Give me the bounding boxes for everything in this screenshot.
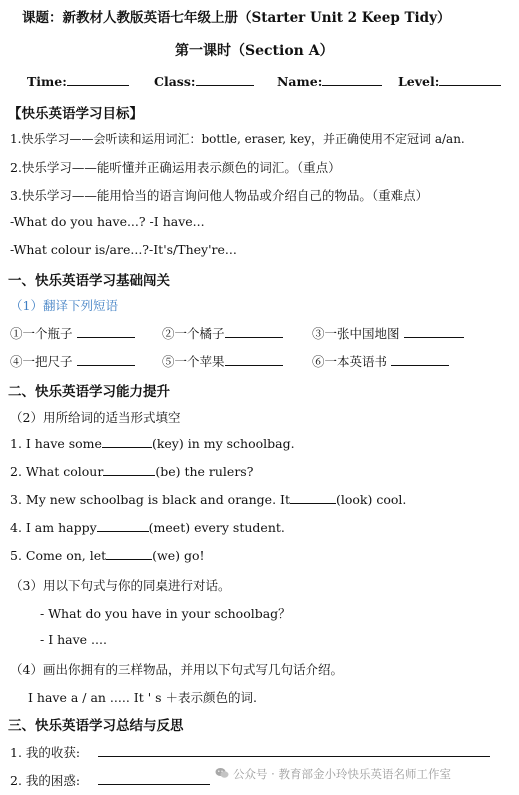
watermark	[215, 766, 451, 782]
name-blank[interactable]	[322, 75, 382, 86]
task2-label: （2）用所给词的适当形式填空	[10, 410, 181, 425]
task3-label: （3）用以下句式与你的同桌进行对话。	[10, 578, 231, 593]
phrase-blank[interactable]	[225, 327, 283, 338]
fill-blank[interactable]	[103, 465, 155, 476]
section1-heading: 一、快乐英语学习基础闯关	[8, 273, 170, 289]
pattern-line: -What colour is/are...?-It's/They're...	[10, 242, 237, 257]
section2-heading: 二、快乐英语学习能力提升	[8, 384, 170, 400]
fill-blank[interactable]	[102, 437, 152, 448]
phrase-blank[interactable]	[77, 327, 135, 338]
goals-heading: 【快乐英语学习目标】	[8, 106, 143, 122]
time-label: Time:	[27, 74, 67, 89]
fill-item: 4. I am happy (meet) every student.	[10, 520, 285, 535]
phrase-item: ④一把尺子	[10, 352, 135, 370]
name-field	[277, 74, 382, 89]
phrase-blank[interactable]	[391, 355, 449, 366]
fill-blank[interactable]	[290, 493, 336, 504]
fill-item: 5. Come on, let (we) go!	[10, 548, 205, 563]
phrase-item: ⑥一本英语书	[312, 352, 449, 370]
reflection-gains-blank[interactable]	[98, 756, 490, 757]
phrase-item: ⑤一个苹果	[162, 352, 283, 370]
wechat-icon	[215, 767, 229, 779]
name-label: Name:	[277, 74, 323, 89]
fill-item: 1. I have some (key) in my schoolbag.	[10, 436, 295, 451]
time-blank[interactable]	[67, 75, 129, 86]
reflection-confusion-label: 2. 我的困惑:	[10, 773, 81, 788]
phrase-blank[interactable]	[77, 355, 135, 366]
fill-blank[interactable]	[97, 521, 149, 532]
fill-item: 2. What colour (be) the rulers?	[10, 464, 254, 479]
time-field	[27, 74, 129, 89]
reflection-confusion-blank[interactable]	[98, 784, 210, 785]
class-field	[154, 74, 254, 89]
goal-item: 3.快乐学习——能用恰当的语言询问他人物品或介绍自己的物品。（重难点）	[10, 188, 429, 203]
sentence-pattern: I have a / an ..... It ' s ＋表示颜色的词.	[28, 690, 257, 705]
class-label: Class:	[154, 74, 196, 89]
pattern-line: -What do you have...? -I have...	[10, 214, 205, 229]
lesson-subtitle: 第一课时（Section A）	[175, 43, 334, 59]
task4-label: （4）画出你拥有的三样物品，并用以下句式写几句话介绍。	[10, 662, 343, 677]
dialog-line: - What do you have in your schoolbag？	[40, 606, 291, 621]
phrase-blank[interactable]	[404, 327, 464, 338]
goal-item: 1.快乐学习——会听读和运用词汇：bottle, eraser, key，并正确使用不定冠词 a/an.	[10, 132, 465, 146]
goal-item: 2.快乐学习——能听懂并正确运用表示颜色的词汇。（重点）	[10, 160, 341, 175]
phrase-item: ③一张中国地图	[312, 324, 464, 342]
phrase-item: ②一个橘子	[162, 324, 283, 342]
level-field	[398, 74, 501, 89]
dialog-line: - I have ....	[40, 632, 107, 647]
phrase-blank[interactable]	[225, 355, 283, 366]
class-blank[interactable]	[196, 75, 254, 86]
task1-label: （1）翻译下列短语	[10, 298, 118, 313]
level-blank[interactable]	[439, 75, 501, 86]
page-title: 课题：新教材人教版英语七年级上册（Starter Unit 2 Keep Tidy）	[22, 10, 451, 26]
fill-blank[interactable]	[106, 549, 152, 560]
level-label: Level:	[398, 74, 440, 89]
reflection-gains-label: 1. 我的收获:	[10, 745, 81, 760]
section3-heading: 三、快乐英语学习总结与反思	[8, 718, 184, 734]
watermark-text: 公众号 · 教育部金小玲快乐英语名师工作室	[233, 767, 451, 781]
phrase-item: ①一个瓶子	[10, 324, 135, 342]
fill-item: 3. My new schoolbag is black and orange. It (look) cool.	[10, 492, 407, 507]
